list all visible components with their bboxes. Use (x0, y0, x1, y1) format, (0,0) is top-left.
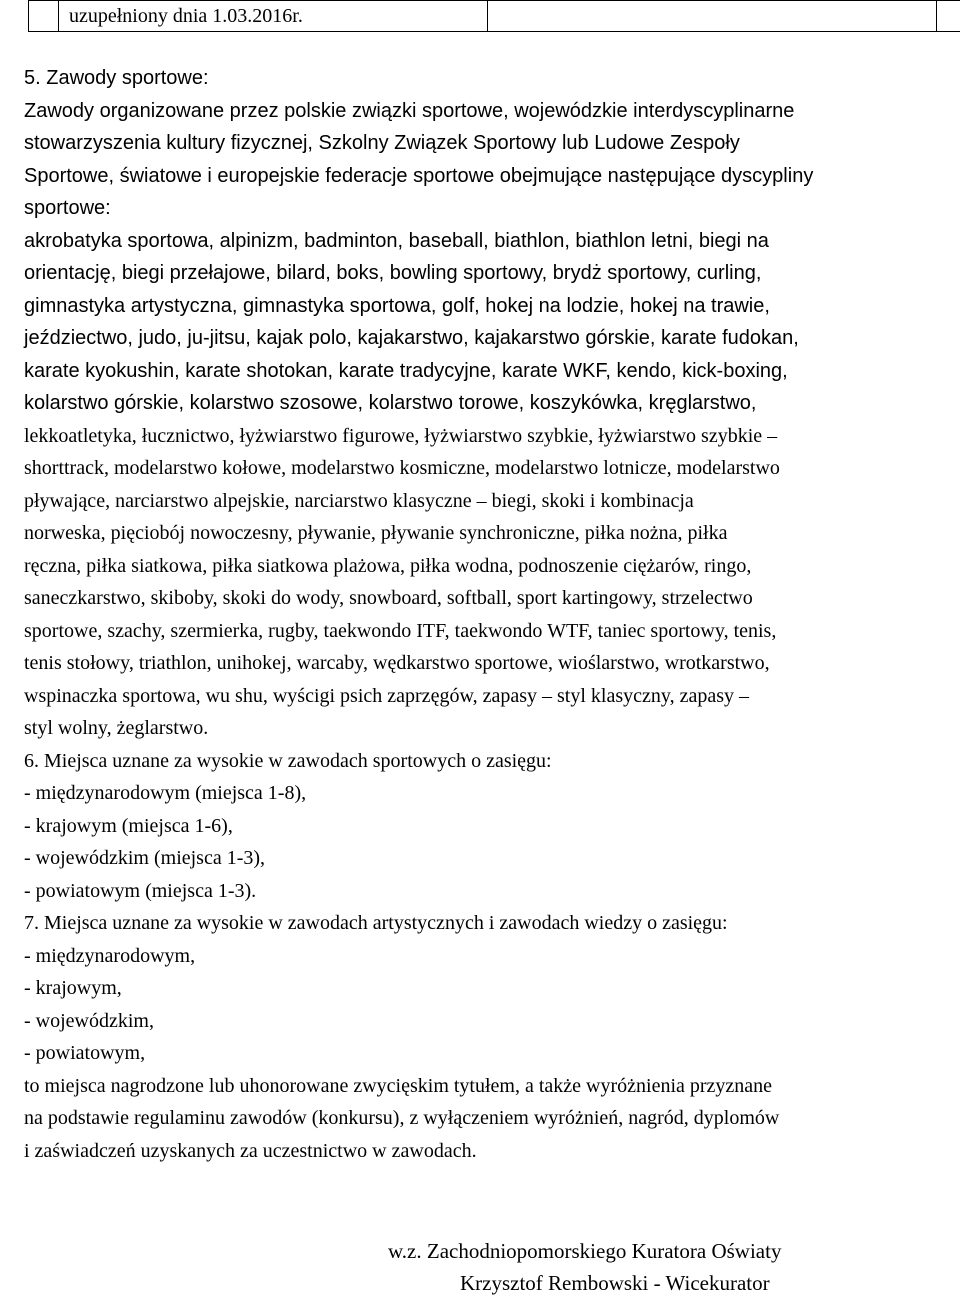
section-6-list (24, 777, 960, 907)
disciplines-line: wspinaczka sportowa, wu shu, wyścigi psich zaprzęgów, zapasy – styl klasyczny, zapasy – (24, 684, 749, 707)
header-table (28, 0, 960, 32)
disciplines-line: lekkoatletyka, łucznictwo, łyżwiarstwo figurowe, łyżwiarstwo szybkie, łyżwiarstwo szybkie – (24, 424, 778, 447)
list-item: - krajowym (miejsca 1-6), (24, 814, 233, 837)
signature-title: w.z. Zachodniopomorskiego Kuratora Oświaty (388, 1239, 782, 1263)
disciplines-line: norweska, pięciobój nowoczesny, pływanie, pływanie synchroniczne, piłka nożna, piłka (24, 522, 728, 544)
disciplines-line: tenis stołowy, triathlon, unihokej, warcaby, wędkarstwo sportowe, wioślarstwo, wrotkarstwo, (24, 652, 770, 674)
list-item: - międzynarodowym, (24, 944, 196, 967)
header-cell-empty-middle (488, 1, 937, 32)
closing-line: na podstawie regulaminu zawodów (konkursu), z wyłączeniem wyróżnień, nagród, dyplomów (24, 1107, 780, 1129)
disciplines-line: akrobatyka sportowa, alpinizm, badminton, baseball, biathlon, biathlon letni, biegi na (24, 229, 769, 252)
list-item: - powiatowym, (24, 1042, 146, 1064)
list-item: - powiatowym (miejsca 1-3). (24, 879, 257, 902)
section-7-list (24, 940, 960, 1070)
disciplines-line: ręczna, piłka siatkowa, piłka siatkowa plażowa, piłka wodna, podnoszenie ciężarów, ringo, (24, 554, 752, 577)
intro-line: Zawody organizowane przez polskie związki sportowe, wojewódzkie interdyscyplinarne (24, 99, 795, 122)
disciplines-line: kolarstwo górskie, kolarstwo szosowe, kolarstwo torowe, koszykówka, kręglarstwo, (24, 392, 757, 414)
disciplines-line: styl wolny, żeglarstwo. (24, 717, 209, 739)
header-cell-empty-left (29, 1, 59, 32)
list-item: - krajowym, (24, 977, 122, 999)
intro-line: Sportowe, światowe i europejskie federacje sportowe obejmujące następujące dyscypliny (24, 164, 814, 187)
closing-line: i zaświadczeń uzyskanych za uczestnictwo w zawodach. (24, 1139, 477, 1162)
disciplines-line: saneczkarstwo, skiboby, skoki do wody, snowboard, softball, sport kartingowy, strzelectwo (24, 587, 753, 609)
disciplines-line: gimnastyka artystyczna, gimnastyka sportowa, golf, hokej na lodzie, hokej na trawie, (24, 294, 770, 317)
disciplines-line: shorttrack, modelarstwo kołowe, modelarstwo kosmiczne, modelarstwo lotnicze, modelarstwo (24, 457, 780, 479)
disciplines-list (24, 225, 960, 745)
disciplines-line: pływające, narciarstwo alpejskie, narciarstwo klasyczne – biegi, skoki i kombinacja (24, 489, 694, 512)
document-body (24, 62, 960, 1167)
header-cell-empty-right (937, 1, 960, 32)
disciplines-line: jeździectwo, judo, ju-jitsu, kajak polo, kajakarstwo, kajakarstwo górskie, karate fudokan, (24, 327, 799, 349)
disciplines-line: sportowe, szachy, szermierka, rugby, taekwondo ITF, taekwondo WTF, taniec sportowy, tenis, (24, 619, 777, 642)
section-7-heading: 7. Miejsca uznane za wysokie w zawodach artystycznych i zawodach wiedzy o zasięgu: (24, 912, 728, 934)
section-5-heading: 5. Zawody sportowe: (24, 67, 209, 89)
update-date: uzupełniony dnia 1.03.2016r. (59, 1, 488, 32)
signature-name: Krzysztof Rembowski - Wicekurator (460, 1271, 770, 1295)
list-item: - międzynarodowym (miejsca 1-8), (24, 782, 307, 804)
section-6-heading: 6. Miejsca uznane za wysokie w zawodach sportowych o zasięgu: (24, 749, 552, 772)
list-item: - wojewódzkim, (24, 1009, 154, 1032)
intro-line: sportowe: (24, 197, 111, 219)
disciplines-line: orientację, biegi przełajowe, bilard, boks, bowling sportowy, brydż sportowy, curling, (24, 262, 762, 284)
section-7-closing (24, 1070, 960, 1168)
intro-line: stowarzyszenia kultury fizycznej, Szkolny Związek Sportowy lub Ludowe Zespoły (24, 132, 740, 154)
list-item: - wojewódzkim (miejsca 1-3), (24, 847, 266, 869)
disciplines-line: karate kyokushin, karate shotokan, karate tradycyjne, karate WKF, kendo, kick-boxing, (24, 359, 788, 382)
closing-line: to miejsca nagrodzone lub uhonorowane zwycięskim tytułem, a także wyróżnienia przyznane (24, 1074, 773, 1097)
section-5-intro (24, 95, 960, 225)
